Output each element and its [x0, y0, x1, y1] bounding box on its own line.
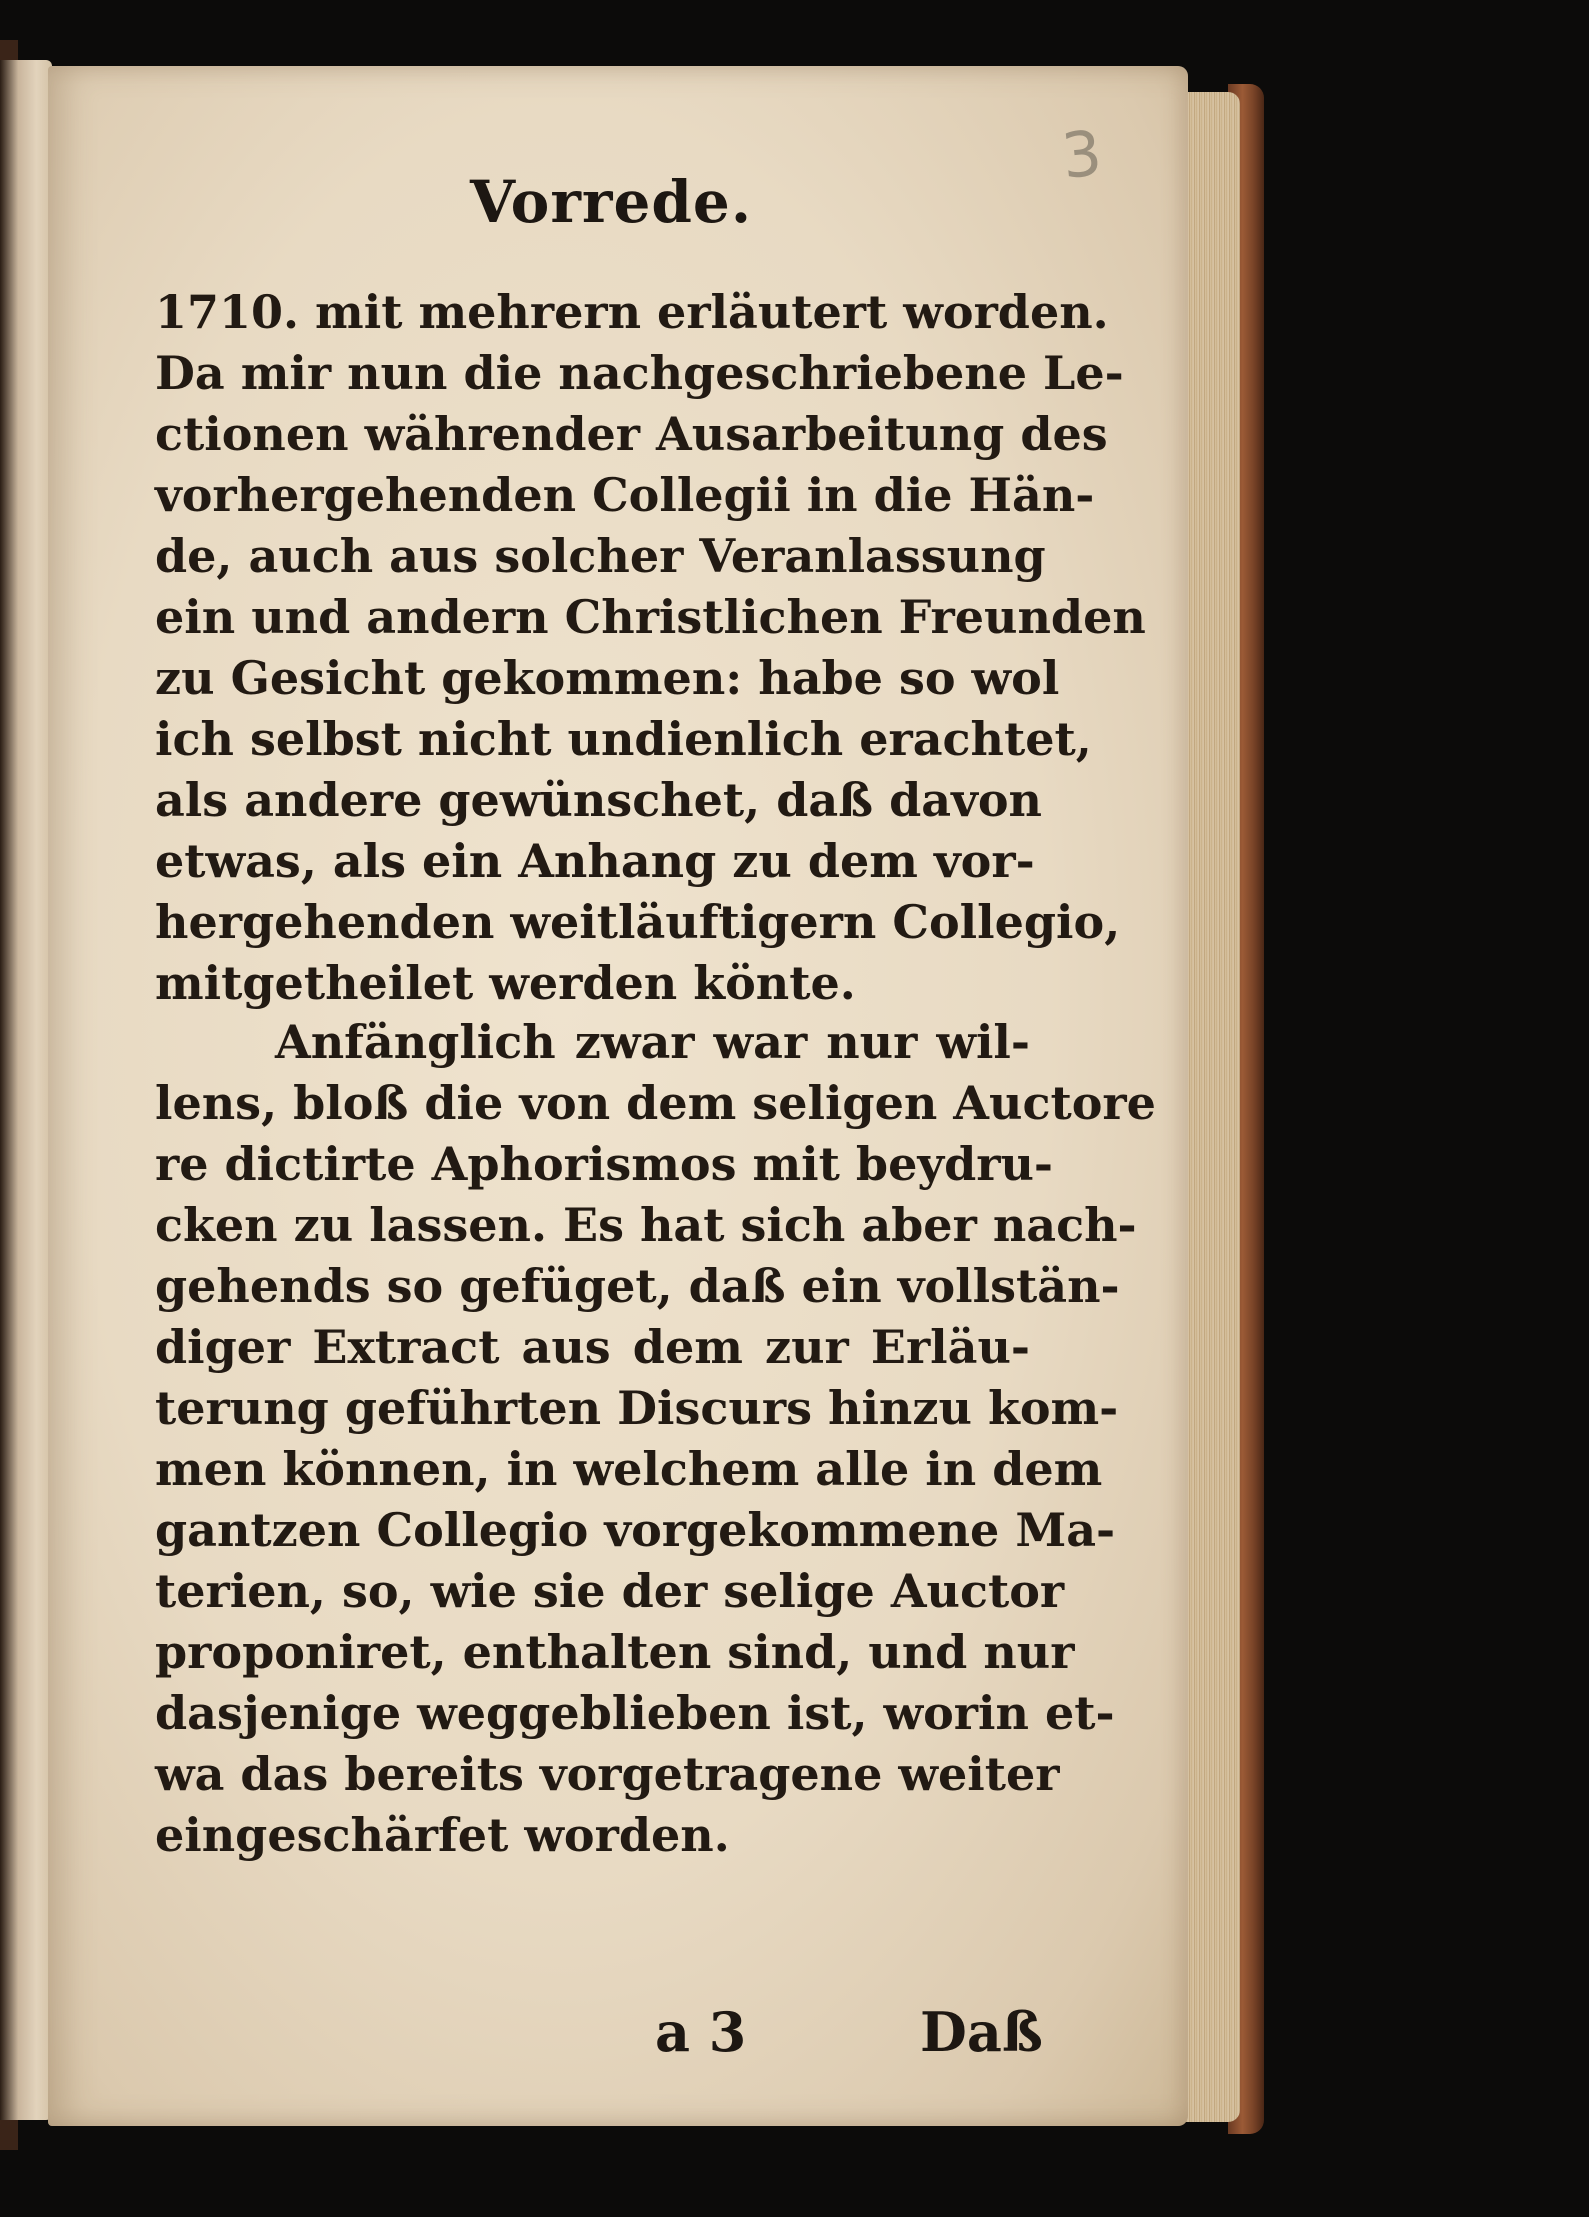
text-line: hergehenden weitläuftigern Collegio, — [155, 895, 1121, 949]
text-line: 1710. mit mehrern erläutert worden. — [155, 285, 1109, 339]
paragraph-2 — [155, 1012, 1156, 1866]
pencil-page-number: 3 — [1058, 116, 1106, 193]
text-line: zu Gesicht gekommen: habe so wol — [155, 651, 1060, 705]
text-line: men können, in welchem alle in dem — [155, 1442, 1103, 1496]
text-line: mitgetheilet werden könte. — [155, 956, 856, 1010]
left-page-edge — [0, 60, 52, 2120]
paragraph-1 — [155, 282, 1146, 1014]
text-line: terung geführten Discurs hinzu kom- — [155, 1381, 1119, 1435]
text-line: vorhergehenden Collegii in die Hän- — [155, 468, 1095, 522]
running-header: Vorrede. — [470, 168, 753, 236]
text-line: de, auch aus solcher Veranlassung — [155, 529, 1046, 583]
text-line: lens, bloß die von dem seligen Auctore — [155, 1076, 1156, 1130]
signature-mark: a 3 — [655, 2000, 747, 2064]
text-line: Da mir nun die nachgeschriebene Le- — [155, 346, 1124, 400]
catchword: Daß — [920, 2000, 1043, 2064]
text-line: cken zu lassen. Es hat sich aber nach- — [155, 1198, 1137, 1252]
page-edges — [1180, 92, 1240, 2122]
text-line: proponiret, enthalten sind, und nur — [155, 1625, 1075, 1679]
text-line: eingeschärfet worden. — [155, 1808, 730, 1862]
text-line: terien, so, wie sie der selige Auctor — [155, 1564, 1065, 1618]
text-line: re dictirte Aphorismos mit beydru- — [155, 1137, 1054, 1191]
text-line: gantzen Collegio vorgekommene Ma- — [155, 1503, 1116, 1557]
text-line: Anfänglich zwar war nur wil- — [275, 1015, 1030, 1069]
text-line: dasjenige weggeblieben ist, worin et- — [155, 1686, 1115, 1740]
text-line: etwas, als ein Anhang zu dem vor- — [155, 834, 1035, 888]
text-line: gehends so gefüget, daß ein vollstän- — [155, 1259, 1120, 1313]
text-line: wa das bereits vorgetragene weiter — [155, 1747, 1060, 1801]
text-line: ctionen währender Ausarbeitung des — [155, 407, 1108, 461]
text-line: ein und andern Christlichen Freunden — [155, 590, 1146, 644]
text-line: diger Extract aus dem zur Erläu- — [155, 1320, 1030, 1374]
text-line: als andere gewünschet, daß davon — [155, 773, 1042, 827]
text-line: ich selbst nicht undienlich erachtet, — [155, 712, 1092, 766]
